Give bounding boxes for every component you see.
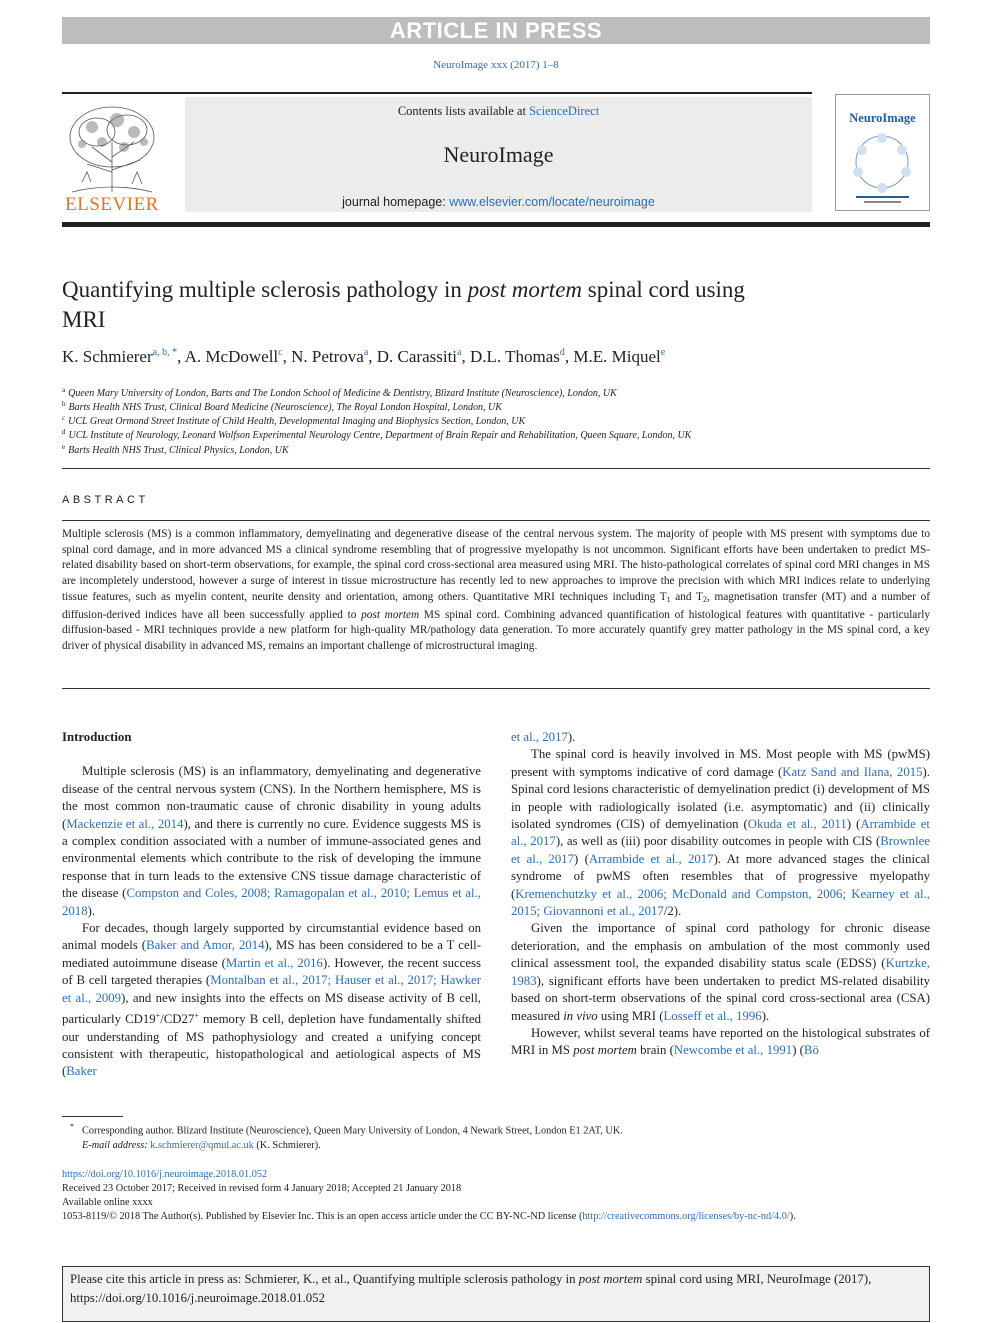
text: ) (: [574, 851, 589, 866]
author-name: M.E. Miquel: [573, 347, 661, 366]
elsevier-wordmark: ELSEVIER: [65, 194, 159, 215]
paragraph: [62, 763, 481, 920]
subscript: 2: [702, 594, 707, 604]
body-column-right: [511, 729, 930, 1060]
paragraph: [62, 920, 481, 1081]
text: ), and new insights into the effects on MS disease activity of B cell, particularly CD19: [62, 990, 481, 1027]
text: memory B cell, depletion have fundamentally shifted our understanding of MS pathophysiology and created a unifying concept consistent with therapeutic, histopathological and aetiological aspects of MS (: [62, 1012, 481, 1079]
text: ), MS has been considered to be a T cell-mediated autoimmune disease (: [62, 938, 481, 970]
citation-link[interactable]: Martin et al., 2016: [225, 955, 323, 970]
contents-line: [185, 104, 812, 119]
text: ), as well as (iii) poor disability outcomes in people with CIS (: [555, 834, 881, 849]
license-text: 1053-8119/© 2018 The Author(s). Published by Elsevier Inc. This is an open access article under the CC BY-NC-ND license (: [62, 1211, 583, 1222]
header-bottom-rule: [62, 222, 930, 227]
abstract-part: and T: [670, 590, 703, 603]
cite-this-article-box: [62, 1266, 930, 1322]
citation-link[interactable]: Brownlee et al., 2017: [511, 834, 930, 866]
text: /2).: [663, 904, 682, 919]
journal-homepage-line: [185, 195, 812, 209]
affiliation-text: Queen Mary University of London, Barts and The London School of Medicine & Dentistry, Blizard Institute (Neuroscience), London, UK: [68, 388, 617, 399]
author-name: D.L. Thomas: [470, 347, 560, 366]
citation-italic: post mortem: [578, 1272, 643, 1286]
email-label: E-mail address:: [82, 1140, 151, 1152]
title-part: spinal cord using MRI: [62, 277, 745, 332]
citation-link[interactable]: Compston and Coles, 2008; Ramagopalan et al., 2010; Lemus et al., 2018: [62, 886, 481, 918]
text: For decades, though largely supported by circumstantial evidence based on animal models (: [62, 921, 481, 953]
paragraph: [511, 746, 930, 920]
article-in-press-banner: ARTICLE IN PRESS: [62, 17, 930, 44]
contents-prefix: Contents lists available at: [397, 104, 530, 118]
abstract-italic: post mortem: [361, 608, 420, 621]
text: /CD27: [160, 1012, 195, 1027]
text: ), significant efforts have been undertaken to predict MS-related disability based on short-term observations of the spinal cord cross-sectional area (CSA) measured: [511, 973, 930, 1023]
citation-link[interactable]: Okuda et al., 2011: [747, 817, 847, 832]
citation-link[interactable]: Losseff et al., 1996: [663, 1008, 762, 1023]
text: using MRI (: [597, 1008, 664, 1023]
citation-text: spinal cord using MRI, NeuroImage (2017), https://doi.org/10.1016/j.neuroimage.2018.01.052: [70, 1272, 872, 1305]
text: ) (: [846, 817, 861, 832]
author-sep: ,: [368, 347, 377, 366]
italic-text: in vivo: [563, 1008, 598, 1023]
affiliation-text: UCL Institute of Neurology, Leonard Wolfson Experimental Neurology Centre, Department of Brain Repair and Rehabilitation, Queen Square, London, UK: [68, 430, 692, 441]
email-note: [62, 1138, 930, 1153]
author-affiliation-mark: a: [457, 347, 462, 358]
abstract-heading: ABSTRACT: [62, 494, 149, 506]
paragraph: [511, 920, 930, 1024]
superscript: +: [194, 1011, 199, 1021]
available-online: Available online xxxx: [62, 1197, 153, 1208]
superscript: +: [155, 1011, 161, 1021]
affiliation-text: Barts Health NHS Trust, Clinical Physics, London, UK: [68, 445, 289, 456]
received-dates: Received 23 October 2017; Received in revised form 4 January 2018; Accepted 21 January 2018: [62, 1183, 462, 1194]
email-link[interactable]: k.schmierer@qmul.ac.uk: [150, 1140, 254, 1152]
affiliation: [62, 441, 930, 457]
affiliation: [62, 426, 930, 442]
citation-link[interactable]: et al., 2017: [511, 730, 568, 744]
author-affiliation-mark: a: [363, 347, 369, 358]
article-title: [62, 275, 782, 335]
title-italic: post mortem: [467, 277, 583, 302]
affiliation-text: Barts Health NHS Trust, Clinical Board Medicine (Neuroscience), The Royal London Hospital, London, UK: [68, 402, 502, 413]
author-name: A. McDowell: [184, 347, 279, 366]
author-list: [62, 347, 930, 367]
author-sep: ,: [564, 347, 574, 366]
citation-link[interactable]: Montalban et al., 2017; Hauser et al., 2017; Hawker et al., 2009: [62, 973, 481, 1005]
paragraph-continued: [511, 729, 930, 746]
citation-link[interactable]: Baker and Amor, 2014: [146, 938, 265, 953]
affiliation-mark: d: [62, 428, 66, 436]
author-name: K. Schmierer: [62, 347, 153, 366]
author-name: D. Carassiti: [376, 347, 458, 366]
citation-link[interactable]: Mackenzie et al., 2014: [66, 816, 184, 831]
section-rule: [62, 520, 930, 521]
text: ).: [87, 903, 96, 918]
author[interactable]: [62, 347, 185, 366]
affiliation-mark: c: [62, 414, 66, 422]
text: However, whilst several teams have reported on the histological substrates of MRI in MS: [511, 1025, 930, 1058]
text: ) (: [792, 1043, 804, 1058]
section-rule: [62, 688, 930, 689]
text: ). At more advanced stages the clinical syndrome of pwMS often resembles that of progressive myelopathy (: [511, 851, 930, 901]
text: Given the importance of spinal cord pathology for chronic disease deterioration, and the emphasis on ambulation of the most commonly used clinical assessment tool, the expanded disability status scale (EDSS) (: [511, 921, 930, 971]
abstract-part: , magnetisation transfer (MT) and a number of diffusion-derived indices have all been successfully applied to: [62, 590, 931, 621]
text: brain (: [636, 1043, 674, 1058]
affiliation-mark: e: [62, 443, 66, 451]
text: ). Spinal cord lesions characteristic of demyelination predict (i) development of MS in people with radiologically isolated (i.e. asymptomatic) and (ii) clinically isolated syndromes (CIS) of demyelination (: [511, 764, 930, 832]
text: Multiple sclerosis (MS) is an inflammatory, demyelinating and degenerative disease of the central nervous system (CNS). In the Northern hemisphere, MS is the most common non-traumatic cause of chronic disability in young adults (: [62, 764, 481, 831]
section-rule: [62, 468, 930, 469]
subscript: 1: [666, 594, 671, 604]
footnote-text: Corresponding author. Blizard Institute (Neuroscience), Queen Mary University of London, 4 Newark Street, London E1 2AT, UK.: [82, 1125, 623, 1137]
citation-link[interactable]: Kremenchutzky et al., 2006; McDonald and Compston, 2006; Kearney et al., 2015; Giovannoni et al., 2017: [511, 886, 930, 919]
affiliation-mark: a: [62, 386, 66, 394]
citation-link[interactable]: Kurtzke, 1983: [511, 956, 930, 988]
license-line: [62, 1210, 930, 1224]
text: The spinal cord is heavily involved in MS. Most people with MS (pwMS) present with symptoms indicative of cord damage (: [511, 747, 930, 779]
corresponding-author-note: [62, 1119, 930, 1138]
italic-text: post mortem: [573, 1043, 637, 1058]
license-text: ).: [789, 1211, 796, 1222]
author[interactable]: [470, 347, 573, 366]
citation-link[interactable]: Bö: [803, 1043, 819, 1058]
citation-link[interactable]: Baker: [66, 1064, 97, 1079]
author-affiliation-mark: a, b, *: [152, 347, 178, 358]
author-sep: ,: [177, 347, 185, 366]
footnote-rule: [62, 1116, 123, 1117]
citation-link[interactable]: Arrambide et al., 2017: [511, 817, 930, 849]
text: ).: [761, 1008, 770, 1023]
abstract-text: [62, 527, 930, 655]
cover-illustration: [836, 126, 929, 206]
footnote-mark: *: [70, 1122, 74, 1131]
abstract-part: Multiple sclerosis (MS) is a common inflammatory, demyelinating and degenerative disease of the central nervous system. The majority of people with MS present with symptoms due to spinal cord damage, and in more advanced MS a clinical syndrome resembling that of progressive myelopathy is not uncommon. Significant efforts have been undertaken to predict MS-related disability based on short-term observations, for example, the spinal cord cross-sectional area measured using MRI. The histo-pathological correlates of spinal cord MRI changes in MS are incompletely understood, however a surge of interest in tissue microstructure has recently led to new approaches to improve the precision with which MRI indices relate to underlying tissue features, such as myelin content, neurite density and orientation, among others. Quantitative MRI techniques including T: [62, 528, 930, 603]
article-metadata: [62, 1168, 930, 1224]
author-sep: ,: [461, 347, 470, 366]
author[interactable]: [185, 347, 291, 366]
sciencedirect-link[interactable]: ScienceDirect: [529, 104, 600, 118]
journal-cover-thumbnail[interactable]: [835, 94, 930, 211]
title-part: Quantifying multiple sclerosis pathology in: [62, 277, 468, 302]
author[interactable]: [573, 347, 665, 366]
author-name: N. Petrova: [291, 347, 364, 366]
license-link[interactable]: http://creativecommons.org/licenses/by-nc-nd/4.0/: [582, 1211, 790, 1222]
citation-text: Please cite this article in press as: Schmierer, K., et al., Quantifying multiple sclerosis pathology in: [70, 1272, 579, 1286]
author[interactable]: [377, 347, 470, 366]
abstract-part: MS spinal cord. Combining advanced quantification of histological features with quantitative - particularly diffusion-based - MRI techniques provide a new platform for high-quality MR/pathology data generation. To more accurately quantify grey matter pathology in the MS spinal cord, a key driver of physical disability in advanced MS, remains an important challenge of microstructural imaging.: [62, 608, 930, 652]
citation-link[interactable]: Newcombe et al., 1991: [673, 1043, 793, 1058]
text: ).: [567, 730, 576, 744]
journal-name: NeuroImage: [443, 142, 554, 167]
homepage-prefix: journal homepage:: [342, 195, 450, 209]
journal-homepage-link[interactable]: www.elsevier.com/locate/neuroimage: [449, 195, 655, 209]
footnotes: [62, 1119, 930, 1153]
text: ). However, the recent success of B cell targeted therapies (: [62, 955, 481, 988]
affiliation-text: UCL Great Ormond Street Institute of Child Health, Developmental Imaging and Biophysics Section, London, UK: [68, 416, 526, 427]
citation-link[interactable]: Arrambide et al., 2017: [588, 851, 714, 866]
section-heading-introduction: Introduction: [62, 730, 132, 744]
text: ), and there is currently no cure. Evidence suggests MS is a complex condition associated with a number of immune-associated genes and environmental elements which contribute to the risk of developing the immune response that in turn leads to the extensive CNS tissue damage characteristic of the disease (: [62, 816, 481, 901]
author[interactable]: [291, 347, 377, 366]
affiliation-mark: b: [62, 400, 66, 408]
header-top-rule: [62, 92, 812, 94]
author-affiliation-mark: d: [559, 347, 565, 358]
author-affiliation-mark: e: [660, 347, 666, 358]
author-sep: ,: [282, 347, 292, 366]
body-column-left: [62, 729, 481, 1081]
doi-link[interactable]: https://doi.org/10.1016/j.neuroimage.2018.01.052: [62, 1169, 268, 1180]
author-affiliation-mark: c: [278, 347, 283, 358]
cover-title: NeuroImage: [849, 111, 916, 125]
footnote-text: (K. Schmierer).: [253, 1140, 321, 1152]
citation-link[interactable]: Katz Sand and Ilana, 2015: [782, 764, 923, 779]
journal-reference[interactable]: NeuroImage xxx (2017) 1–8: [433, 59, 559, 71]
paragraph: [511, 1025, 930, 1060]
